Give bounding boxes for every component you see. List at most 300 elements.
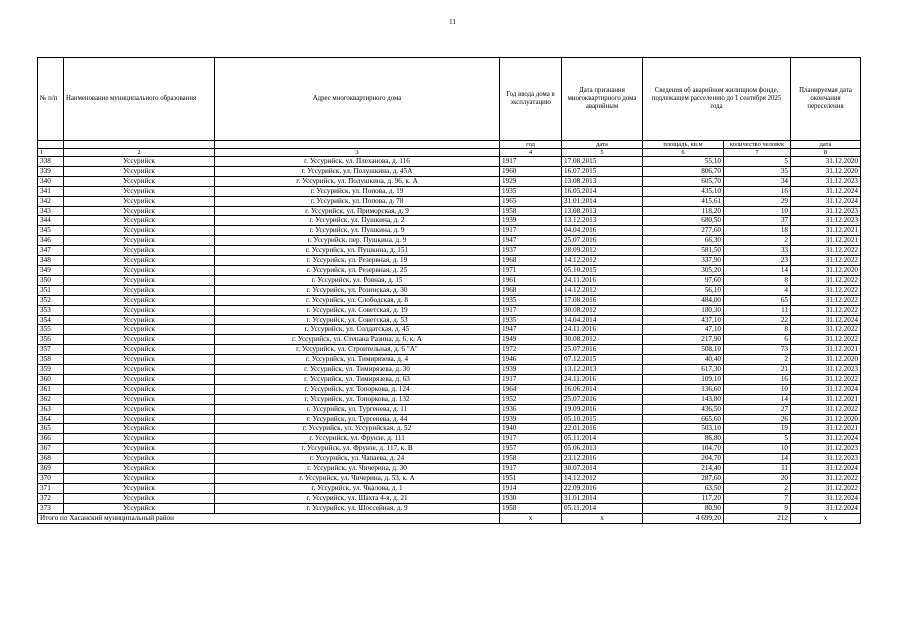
row-number: 339 — [38, 166, 64, 176]
address-cell: г. Уссурийск, ул. Попова, д. 78 — [215, 196, 500, 206]
people-count-cell: 14 — [724, 394, 791, 404]
municipality-cell: Уссурийск — [64, 157, 215, 167]
planned-date-cell: 31.12.2021 — [791, 226, 861, 236]
municipality-cell: Уссурийск — [64, 275, 215, 285]
header-municipality: Наименование муниципального образования — [64, 58, 215, 141]
year-cell: 1952 — [500, 394, 562, 404]
address-cell: г. Уссурийск, пер. Пушкина, д. 9 — [215, 236, 500, 246]
table-row — [38, 365, 861, 375]
recognition-date-cell: 25.07.2016 — [562, 345, 643, 355]
row-number: 359 — [38, 365, 64, 375]
unit-cell: площадь, кв.м — [643, 141, 724, 149]
area-cell: 109,10 — [643, 374, 724, 384]
recognition-date-cell: 14.04.2014 — [562, 315, 643, 325]
planned-date-cell: 31.12.2022 — [791, 474, 861, 484]
total-row — [38, 513, 861, 523]
year-cell: 1935 — [500, 315, 562, 325]
people-count-cell: 8 — [724, 275, 791, 285]
address-cell: г. Уссурийск, ул. Топоркова, д. 132 — [215, 394, 500, 404]
area-cell: 97,60 — [643, 275, 724, 285]
people-count-cell: 5 — [724, 434, 791, 444]
planned-date-cell: 31.12.2023 — [791, 216, 861, 226]
row-number: 370 — [38, 474, 64, 484]
area-cell: 63,50 — [643, 483, 724, 493]
municipality-cell: Уссурийск — [64, 325, 215, 335]
municipality-cell: Уссурийск — [64, 444, 215, 454]
header-housing-info: Сведения об аварийном жилищном фонде, подлежащем расселению до 1 сентября 2025 года — [643, 58, 791, 141]
planned-date-cell: 31.12.2020 — [791, 355, 861, 365]
table-header-row — [38, 58, 861, 141]
year-cell: 1968 — [500, 285, 562, 295]
address-cell: г. Уссурийск, ул. Слободская, д. 8 — [215, 295, 500, 305]
area-cell: 117,20 — [643, 493, 724, 503]
table-row — [38, 226, 861, 236]
planned-date-cell: 31.12.2024 — [791, 384, 861, 394]
header-planned-date: Планируемая дата окончания переселения — [791, 58, 861, 141]
column-number: 6 — [643, 149, 724, 157]
people-count-cell: 9 — [724, 503, 791, 513]
row-number: 364 — [38, 414, 64, 424]
row-number: 338 — [38, 157, 64, 167]
people-count-cell: 14 — [724, 265, 791, 275]
area-cell: 55,10 — [643, 157, 724, 167]
table-row — [38, 196, 861, 206]
area-cell: 617,30 — [643, 365, 724, 375]
recognition-date-cell: 14.12.2012 — [562, 474, 643, 484]
total-label: Итого по Хасанский муниципальный район — [38, 513, 500, 523]
header-address: Адрес многоквартирного дома — [215, 58, 500, 141]
people-count-cell: 10 — [724, 444, 791, 454]
table-row — [38, 404, 861, 414]
municipality-cell: Уссурийск — [64, 394, 215, 404]
row-number: 348 — [38, 256, 64, 266]
address-cell: г. Уссурийск, ул. Попова, д. 19 — [215, 186, 500, 196]
municipality-cell: Уссурийск — [64, 226, 215, 236]
municipality-cell: Уссурийск — [64, 236, 215, 246]
table-row — [38, 236, 861, 246]
table-row — [38, 384, 861, 394]
table-row — [38, 265, 861, 275]
table-row — [38, 275, 861, 285]
year-cell: 1939 — [500, 365, 562, 375]
people-count-cell: 10 — [724, 206, 791, 216]
year-cell: 1939 — [500, 414, 562, 424]
planned-date-cell: 31.12.2022 — [791, 256, 861, 266]
recognition-date-cell: 22.01.2016 — [562, 424, 643, 434]
unit-cell — [38, 141, 64, 149]
municipality-cell: Уссурийск — [64, 265, 215, 275]
column-number: 5 — [562, 149, 643, 157]
year-cell: 1951 — [500, 474, 562, 484]
recognition-date-cell: 17.08.2016 — [562, 295, 643, 305]
area-cell: 214,40 — [643, 464, 724, 474]
row-number: 368 — [38, 454, 64, 464]
address-cell: г. Уссурийск, ул. Советская, д. 19 — [215, 305, 500, 315]
year-cell: 1917 — [500, 434, 562, 444]
unit-cell: количество человек — [724, 141, 791, 149]
address-cell: г. Уссурийск, ул. Чичерина, д. 53, к. А — [215, 474, 500, 484]
address-cell: г. Уссурийск, ул. Топоркова, д. 124 — [215, 384, 500, 394]
unit-cell: дата — [791, 141, 861, 149]
municipality-cell: Уссурийск — [64, 355, 215, 365]
table-row — [38, 325, 861, 335]
area-cell: 104,70 — [643, 444, 724, 454]
recognition-date-cell: 05.11.2014 — [562, 503, 643, 513]
row-number: 360 — [38, 374, 64, 384]
year-cell: 1947 — [500, 236, 562, 246]
area-cell: 136,60 — [643, 384, 724, 394]
year-cell: 1947 — [500, 325, 562, 335]
area-cell: 47,10 — [643, 325, 724, 335]
people-count-cell: 2 — [724, 236, 791, 246]
people-count-cell: 6 — [724, 335, 791, 345]
year-cell: 1935 — [500, 295, 562, 305]
municipality-cell: Уссурийск — [64, 285, 215, 295]
people-count-cell: 37 — [724, 216, 791, 226]
recognition-date-cell: 04.04.2016 — [562, 226, 643, 236]
year-cell: 1958 — [500, 454, 562, 464]
people-count-cell: 11 — [724, 464, 791, 474]
table-row — [38, 454, 861, 464]
municipality-cell: Уссурийск — [64, 483, 215, 493]
municipality-cell: Уссурийск — [64, 315, 215, 325]
area-cell: 66,30 — [643, 236, 724, 246]
year-cell: 1939 — [500, 216, 562, 226]
municipality-cell: Уссурийск — [64, 454, 215, 464]
planned-date-cell: 31.12.2022 — [791, 275, 861, 285]
planned-date-cell: 31.12.2022 — [791, 335, 861, 345]
header-recognition-date: Дата признания многоквартирного дома аварийным — [562, 58, 643, 141]
row-number: 357 — [38, 345, 64, 355]
planned-date-cell: 31.12.2022 — [791, 483, 861, 493]
column-number: 1 — [38, 149, 64, 157]
row-number: 341 — [38, 186, 64, 196]
planned-date-cell: 31.12.2024 — [791, 315, 861, 325]
municipality-cell: Уссурийск — [64, 493, 215, 503]
address-cell: г. Уссурийск, ул. Пушкина, д. 151 — [215, 246, 500, 256]
recognition-date-cell: 16.07.2015 — [562, 166, 643, 176]
planned-date-cell: 31.12.2023 — [791, 454, 861, 464]
area-cell: 305,20 — [643, 265, 724, 275]
people-count-cell: 65 — [724, 295, 791, 305]
people-count-cell: 22 — [724, 315, 791, 325]
area-cell: 605,70 — [643, 176, 724, 186]
area-cell: 337,90 — [643, 256, 724, 266]
table-row — [38, 394, 861, 404]
address-cell: г. Уссурийск, ул. Строительная, д. 6 "А" — [215, 345, 500, 355]
planned-date-cell: 31.12.2024 — [791, 503, 861, 513]
area-cell: 204,70 — [643, 454, 724, 464]
row-number: 342 — [38, 196, 64, 206]
column-number: 8 — [791, 149, 861, 157]
row-number: 353 — [38, 305, 64, 315]
municipality-cell: Уссурийск — [64, 166, 215, 176]
recognition-date-cell: 23.12.2016 — [562, 454, 643, 464]
row-number: 347 — [38, 246, 64, 256]
recognition-date-cell: 30.08.2012 — [562, 305, 643, 315]
people-count-cell: 16 — [724, 374, 791, 384]
table-body — [38, 157, 861, 514]
planned-date-cell: 31.12.2021 — [791, 345, 861, 355]
row-number: 355 — [38, 325, 64, 335]
year-cell: 1964 — [500, 384, 562, 394]
table-row — [38, 176, 861, 186]
planned-date-cell: 31.12.2022 — [791, 325, 861, 335]
row-number: 354 — [38, 315, 64, 325]
table-row — [38, 474, 861, 484]
recognition-date-cell: 25.07.2016 — [562, 236, 643, 246]
people-count-cell: 33 — [724, 246, 791, 256]
table-row — [38, 444, 861, 454]
table-row — [38, 483, 861, 493]
address-cell: г. Уссурийск, ул. Чкалова, д. 1 — [215, 483, 500, 493]
address-cell: г. Уссурийск, ул. Полушкина, д. 96, к. А — [215, 176, 500, 186]
total-date: х — [562, 513, 643, 523]
row-number: 340 — [38, 176, 64, 186]
area-cell: 86,80 — [643, 434, 724, 444]
people-count-cell: 35 — [724, 166, 791, 176]
table-row — [38, 345, 861, 355]
area-cell: 665,60 — [643, 414, 724, 424]
table-row — [38, 206, 861, 216]
row-number: 361 — [38, 384, 64, 394]
unit-cell — [215, 141, 500, 149]
municipality-cell: Уссурийск — [64, 374, 215, 384]
column-number: 3 — [215, 149, 500, 157]
planned-date-cell: 31.12.2024 — [791, 464, 861, 474]
people-count-cell: 16 — [724, 186, 791, 196]
municipality-cell: Уссурийск — [64, 206, 215, 216]
municipality-cell: Уссурийск — [64, 256, 215, 266]
municipality-cell: Уссурийск — [64, 335, 215, 345]
year-cell: 1957 — [500, 444, 562, 454]
header-num: № п/п — [38, 58, 64, 141]
planned-date-cell: 31.12.2021 — [791, 394, 861, 404]
area-cell: 503,10 — [643, 424, 724, 434]
address-cell: г. Уссурийск, ул. Ровная, д. 15 — [215, 275, 500, 285]
table-row — [38, 424, 861, 434]
planned-date-cell: 31.12.2020 — [791, 157, 861, 167]
people-count-cell: 2 — [724, 355, 791, 365]
year-cell: 1965 — [500, 196, 562, 206]
row-number: 343 — [38, 206, 64, 216]
planned-date-cell: 31.12.2023 — [791, 365, 861, 375]
planned-date-cell: 31.12.2020 — [791, 166, 861, 176]
recognition-date-cell: 05.10.2015 — [562, 265, 643, 275]
year-cell: 1929 — [500, 176, 562, 186]
planned-date-cell: 31.12.2022 — [791, 246, 861, 256]
year-cell: 1936 — [500, 404, 562, 414]
table-row — [38, 295, 861, 305]
row-number: 356 — [38, 335, 64, 345]
year-cell: 1917 — [500, 464, 562, 474]
unit-cell: дата — [562, 141, 643, 149]
address-cell: г. Уссурийск, ул. Солдатская, д. 45 — [215, 325, 500, 335]
people-count-cell: 27 — [724, 404, 791, 414]
row-number: 352 — [38, 295, 64, 305]
people-count-cell: 7 — [724, 493, 791, 503]
unit-cell — [64, 141, 215, 149]
resettlement-table — [37, 57, 861, 524]
recognition-date-cell: 05.10.2015 — [562, 414, 643, 424]
year-cell: 1949 — [500, 335, 562, 345]
table-row — [38, 256, 861, 266]
recognition-date-cell: 07.12.2015 — [562, 355, 643, 365]
area-cell: 180,30 — [643, 305, 724, 315]
column-numbers-row — [38, 149, 861, 157]
recognition-date-cell: 16.05.2014 — [562, 186, 643, 196]
municipality-cell: Уссурийск — [64, 474, 215, 484]
municipality-cell: Уссурийск — [64, 305, 215, 315]
area-cell: 415,61 — [643, 196, 724, 206]
planned-date-cell: 31.12.2022 — [791, 305, 861, 315]
area-cell: 217,90 — [643, 335, 724, 345]
year-cell: 1917 — [500, 305, 562, 315]
address-cell: г. Уссурийск, ул. Розинская, д. 30 — [215, 285, 500, 295]
planned-date-cell: 31.12.2024 — [791, 493, 861, 503]
year-cell: 1958 — [500, 206, 562, 216]
area-cell: 680,50 — [643, 216, 724, 226]
row-number: 351 — [38, 285, 64, 295]
table-row — [38, 493, 861, 503]
area-cell: 277,60 — [643, 226, 724, 236]
recognition-date-cell: 25.07.2016 — [562, 394, 643, 404]
people-count-cell: 8 — [724, 325, 791, 335]
planned-date-cell: 31.12.2023 — [791, 444, 861, 454]
column-number: 7 — [724, 149, 791, 157]
area-cell: 437,10 — [643, 315, 724, 325]
address-cell: г. Уссурийск, ул. Резервная, д. 25 — [215, 265, 500, 275]
recognition-date-cell: 05.06.2013 — [562, 444, 643, 454]
address-cell: г. Уссурийск, ул. Пушкина, д. 2 — [215, 216, 500, 226]
row-number: 362 — [38, 394, 64, 404]
header-year: Год ввода дома в эксплуатацию — [500, 58, 562, 141]
people-count-cell: 11 — [724, 305, 791, 315]
area-cell: 508,10 — [643, 345, 724, 355]
recognition-date-cell: 24.11.2016 — [562, 275, 643, 285]
table-row — [38, 157, 861, 167]
area-cell: 56,10 — [643, 285, 724, 295]
total-year: х — [500, 513, 562, 523]
year-cell: 1914 — [500, 483, 562, 493]
planned-date-cell: 31.12.2024 — [791, 434, 861, 444]
table-row — [38, 414, 861, 424]
people-count-cell: 10 — [724, 384, 791, 394]
year-cell: 1930 — [500, 493, 562, 503]
municipality-cell: Уссурийск — [64, 424, 215, 434]
address-cell: г. Уссурийск, ул. Тургенева, д. 44 — [215, 414, 500, 424]
planned-date-cell: 31.12.2020 — [791, 265, 861, 275]
people-count-cell: 18 — [724, 226, 791, 236]
row-number: 371 — [38, 483, 64, 493]
area-cell: 80,90 — [643, 503, 724, 513]
planned-date-cell: 31.12.2022 — [791, 285, 861, 295]
row-number: 373 — [38, 503, 64, 513]
row-number: 349 — [38, 265, 64, 275]
people-count-cell: 4 — [724, 285, 791, 295]
recognition-date-cell: 16.06.2014 — [562, 384, 643, 394]
people-count-cell: 19 — [724, 424, 791, 434]
area-cell: 40,40 — [643, 355, 724, 365]
people-count-cell: 73 — [724, 345, 791, 355]
address-cell: г. Уссурийск, ул. Степана Разина, д. 6, к. А — [215, 335, 500, 345]
address-cell: г. Уссурийск, ул. Уссурийская, д. 52 — [215, 424, 500, 434]
table-row — [38, 216, 861, 226]
municipality-cell: Уссурийск — [64, 295, 215, 305]
unit-cell: год — [500, 141, 562, 149]
people-count-cell: 26 — [724, 414, 791, 424]
recognition-date-cell: 05.11.2014 — [562, 434, 643, 444]
recognition-date-cell: 30.07.2014 — [562, 464, 643, 474]
recognition-date-cell: 22.09.2016 — [562, 483, 643, 493]
year-cell: 1917 — [500, 226, 562, 236]
recognition-date-cell: 31.01.2014 — [562, 493, 643, 503]
recognition-date-cell: 28.09.2012 — [562, 246, 643, 256]
planned-date-cell: 31.12.2024 — [791, 186, 861, 196]
address-cell: г. Уссурийск, ул. Резервная, д. 19 — [215, 256, 500, 266]
year-cell: 1935 — [500, 186, 562, 196]
recognition-date-cell: 31.01.2014 — [562, 196, 643, 206]
people-count-cell: 2 — [724, 483, 791, 493]
year-cell: 1946 — [500, 355, 562, 365]
recognition-date-cell: 13.12.2013 — [562, 365, 643, 375]
row-number: 344 — [38, 216, 64, 226]
total-plan: х — [791, 513, 861, 523]
planned-date-cell: 31.12.2020 — [791, 414, 861, 424]
year-cell: 1958 — [500, 503, 562, 513]
total-people: 212 — [724, 513, 791, 523]
recognition-date-cell: 19.09.2016 — [562, 404, 643, 414]
table-row — [38, 166, 861, 176]
planned-date-cell: 31.12.2023 — [791, 206, 861, 216]
recognition-date-cell: 13.08.2013 — [562, 206, 643, 216]
municipality-cell: Уссурийск — [64, 196, 215, 206]
row-number: 345 — [38, 226, 64, 236]
row-number: 365 — [38, 424, 64, 434]
address-cell: г. Уссурийск, ул. Шахта 4-я, д. 21 — [215, 493, 500, 503]
municipality-cell: Уссурийск — [64, 464, 215, 474]
area-cell: 435,10 — [643, 186, 724, 196]
recognition-date-cell: 24.11.2016 — [562, 325, 643, 335]
table-row — [38, 285, 861, 295]
page-number: 11 — [449, 18, 456, 26]
table-row — [38, 186, 861, 196]
people-count-cell: 21 — [724, 365, 791, 375]
people-count-cell: 5 — [724, 157, 791, 167]
table-row — [38, 355, 861, 365]
people-count-cell: 34 — [724, 176, 791, 186]
planned-date-cell: 31.12.2021 — [791, 236, 861, 246]
address-cell: г. Уссурийск, ул. Тимирязева, д. 30 — [215, 365, 500, 375]
area-cell: 484,00 — [643, 295, 724, 305]
row-number: 346 — [38, 236, 64, 246]
column-number: 4 — [500, 149, 562, 157]
municipality-cell: Уссурийск — [64, 246, 215, 256]
address-cell: г. Уссурийск, ул. Чапаева, д. 24 — [215, 454, 500, 464]
planned-date-cell: 31.12.2022 — [791, 295, 861, 305]
table-row — [38, 335, 861, 345]
area-cell: 436,50 — [643, 404, 724, 414]
people-count-cell: 23 — [724, 256, 791, 266]
municipality-cell: Уссурийск — [64, 216, 215, 226]
row-number: 366 — [38, 434, 64, 444]
recognition-date-cell: 13.08.2013 — [562, 176, 643, 186]
people-count-cell: 29 — [724, 196, 791, 206]
recognition-date-cell: 13.12.2013 — [562, 216, 643, 226]
table-row — [38, 246, 861, 256]
address-cell: г. Уссурийск, ул. Фрунзе, д. 117, к. В — [215, 444, 500, 454]
row-number: 363 — [38, 404, 64, 414]
